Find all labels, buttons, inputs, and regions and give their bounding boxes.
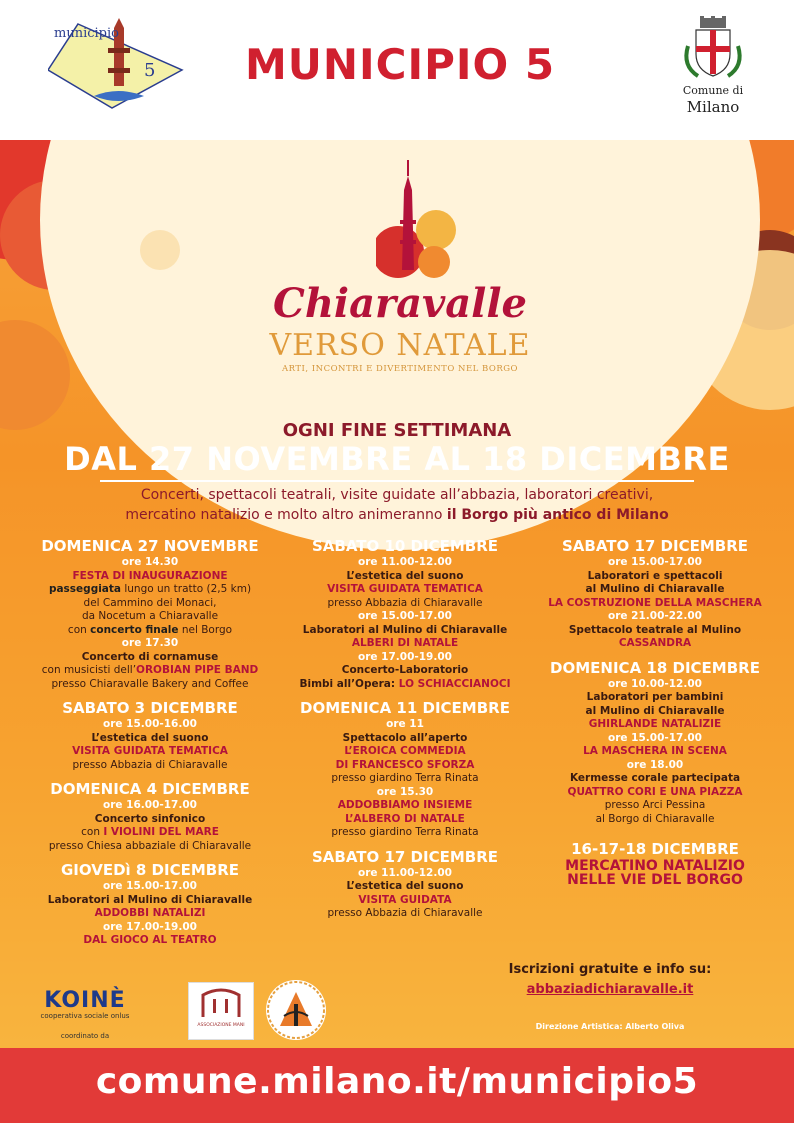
footer — [0, 1048, 794, 1123]
schedule-column-2 — [290, 537, 520, 921]
schedule-column-1 — [30, 537, 270, 948]
event-line — [290, 678, 520, 692]
event-line-highlight: OROBIAN PIPE BAND — [136, 664, 259, 676]
event-line: presso Abbazia di Chiaravalle — [72, 758, 228, 771]
day-heading: DOMENICA 27 NOVEMBRE — [41, 537, 259, 555]
event-title: Kermesse corale partecipata — [569, 772, 741, 784]
event-title: ADDOBBIAMO INSIEME — [337, 799, 473, 811]
milano-crest-icon — [678, 16, 748, 82]
event-time: ore 11.00-12.00 — [358, 556, 452, 568]
associazione-mani-logo — [188, 982, 254, 1040]
event-line: presso Abbazia di Chiaravalle — [327, 596, 483, 609]
event-line: presso Chiaravalle Bakery and Coffee — [51, 677, 249, 690]
event-title: Concerto sinfonico — [94, 812, 206, 825]
day-heading: SABATO 3 DICEMBRE — [62, 699, 238, 717]
event-title: L’EROICA COMMEDIA — [344, 745, 466, 757]
municipio-number: 5 — [144, 60, 156, 81]
event-title: L’ALBERO DI NATALE — [345, 812, 465, 825]
event-time: ore 14.30 — [121, 556, 179, 568]
event-time: ore 18.00 — [626, 758, 684, 771]
atelier-teatro-logo — [266, 980, 326, 1040]
event-line-text: con musicisti dell’ — [41, 664, 137, 676]
event-title: Spettacolo teatrale al Mulino — [568, 623, 742, 636]
event-line: presso Arci Pessina — [604, 799, 706, 811]
intro-text — [60, 485, 734, 525]
event-line-highlight: I VIOLINI DEL MARE — [103, 826, 219, 838]
event-title: LA COSTRUZIONE DELLA MASCHERA — [548, 596, 762, 609]
event-line: presso giardino Terra Rinata — [331, 826, 479, 838]
poster — [0, 140, 794, 1048]
atelier-icon — [266, 980, 326, 1040]
day-heading: DOMENICA 4 DICEMBRE — [50, 780, 250, 798]
mani-icon — [189, 983, 253, 1023]
event-title: Spettacolo all’aperto — [342, 731, 468, 744]
event-line: presso giardino Terra Rinata — [331, 772, 479, 784]
event-line — [30, 664, 270, 678]
event-title: FESTA DI INAUGURAZIONE — [72, 569, 228, 582]
event-title: QUATTRO CORI E UNA PIAZZA — [567, 785, 743, 798]
event-time: ore 11 — [386, 718, 424, 730]
intro-line-2 — [60, 505, 734, 525]
event-title: Laboratori al Mulino di Chiaravalle — [302, 623, 508, 636]
date-range-headline: DAL 27 NOVEMBRE AL 18 DICEMBRE — [64, 440, 730, 478]
event-time: ore 10.00-12.00 — [608, 677, 702, 690]
logo-subtitle: VERSO NATALE — [269, 328, 531, 363]
event-title: Laboratori al Mulino di Chiaravalle — [47, 893, 253, 906]
event-time: ore 15.00-17.00 — [608, 556, 702, 568]
day-heading: DOMENICA 18 DICEMBRE — [550, 658, 760, 677]
koine-name: KOINÈ — [44, 988, 126, 1013]
ogni-fine-settimana: OGNI FINE SETTIMANA — [282, 420, 512, 441]
municipio-word: municipio — [54, 26, 119, 41]
event-time: ore 17.00-19.00 — [103, 920, 197, 933]
event-title: Concerto-Laboratorio — [341, 664, 469, 676]
event-line: al Borgo di Chiaravalle — [595, 812, 715, 825]
event-line: da Nocetum a Chiaravalle — [81, 610, 219, 622]
event-line-bold: concerto finale — [90, 623, 179, 636]
event-line — [30, 624, 270, 638]
event-title: ALBERI DI NATALE — [351, 637, 459, 649]
event-line-text: nel Borgo — [178, 623, 233, 636]
event-line-text: lungo un tratto (2,5 km) — [121, 583, 252, 595]
day-heading: GIOVEDì 8 DICEMBRE — [60, 861, 239, 879]
day-heading: 16-17-18 DICEMBRE — [571, 840, 739, 858]
event-time: ore 15.00-17.00 — [103, 880, 197, 892]
event-title: L’estetica del suono — [346, 569, 464, 582]
event-line: del Cammino dei Monaci, — [83, 596, 217, 609]
event-title: al Mulino di Chiaravalle — [585, 704, 725, 717]
partner-logos — [0, 978, 360, 1046]
event-title: VISITA GUIDATA TEMATICA — [327, 583, 483, 595]
event-time: ore 11.00-12.00 — [358, 866, 452, 879]
page-title: MUNICIPIO 5 — [244, 40, 556, 89]
event-line-highlight: LO SCHIACCIANOCI — [398, 677, 511, 690]
event-title: VISITA GUIDATA — [358, 893, 452, 906]
event-title: al Mulino di Chiaravalle — [585, 583, 725, 595]
event-title: LA MASCHERA IN SCENA — [583, 745, 727, 757]
logo-title: Chiaravalle — [272, 280, 528, 327]
deco-circle — [140, 230, 180, 270]
event-time: ore 16.00-17.00 — [103, 799, 197, 811]
municipio-5-logo — [48, 18, 184, 110]
event-time: ore 21.00-22.00 — [608, 610, 702, 622]
milano-label: Milano — [686, 98, 740, 116]
event-time: ore 15.00-17.00 — [608, 731, 702, 744]
day-heading: SABATO 17 DICEMBRE — [561, 537, 749, 555]
event-line-text: con — [81, 826, 104, 838]
mani-label: ASSOCIAZIONE MANI — [197, 1023, 245, 1028]
event-line: presso Chiesa abbaziale di Chiaravalle — [48, 839, 252, 852]
event-line-bold: Bimbi all’Opera: — [299, 677, 399, 690]
direzione-artistica: Direzione Artistica: Alberto Oliva — [535, 1022, 685, 1031]
comune-label: Comune di — [682, 84, 744, 97]
iscrizioni-text: Iscrizioni gratuite e info su: — [508, 962, 712, 977]
event-title: GHIRLANDE NATALIZIE — [588, 718, 722, 730]
day-heading: SABATO 10 DICEMBRE — [311, 537, 499, 555]
event-title: DI FRANCESCO SFORZA — [335, 758, 475, 771]
event-line — [30, 583, 270, 597]
event-title: Concerto di cornamuse — [81, 650, 219, 663]
intro-line-1: Concerti, spettacoli teatrali, visite guidate all’abbazia, laboratori creativi, — [140, 487, 654, 503]
event-title: L’estetica del suono — [346, 880, 464, 892]
koine-subtitle: cooperativa sociale onlus — [40, 1012, 130, 1020]
event-title: L’estetica del suono — [91, 731, 209, 744]
event-title: Laboratori per bambini — [586, 691, 724, 703]
header — [0, 0, 794, 140]
intro-line-2-text: mercatino natalizio e molto altro animeranno — [125, 507, 447, 523]
event-title: ADDOBBI NATALIZI — [94, 907, 206, 919]
event-time: ore 17.30 — [121, 637, 179, 649]
event-title: MERCATINO NATALIZIO — [565, 858, 745, 874]
schedule-column-3 — [535, 537, 775, 887]
event-title: Laboratori e spettacoli — [587, 569, 723, 582]
event-time: ore 15.30 — [376, 785, 434, 798]
footer-url[interactable]: comune.milano.it/municipio5 — [95, 1061, 699, 1102]
intro-line-2-bold: il Borgo più antico di Milano — [446, 507, 669, 523]
event-time: ore 15.00-16.00 — [103, 718, 197, 730]
event-title: CASSANDRA — [618, 637, 692, 649]
day-heading: SABATO 17 DICEMBRE — [311, 847, 499, 866]
divider — [100, 480, 694, 482]
day-heading: DOMENICA 11 DICEMBRE — [300, 699, 510, 717]
event-time: ore 15.00-17.00 — [358, 610, 452, 622]
event-title: DAL GIOCO AL TEATRO — [83, 934, 217, 946]
logo-tagline: ARTI, INCONTRI E DIVERTIMENTO NEL BORGO — [281, 364, 519, 374]
event-line — [30, 826, 270, 840]
koine-logo — [40, 986, 130, 1046]
event-title: VISITA GUIDATA TEMATICA — [72, 745, 228, 757]
event-line: presso Abbazia di Chiaravalle — [327, 907, 483, 919]
comune-milano-logo — [678, 16, 748, 116]
deco-circle — [0, 320, 70, 430]
event-title: NELLE VIE DEL BORGO — [567, 872, 743, 888]
coordinato-da: coordinato da — [60, 1032, 110, 1040]
info-link[interactable]: abbaziadichiaravalle.it — [526, 982, 694, 997]
event-time: ore 17.00-19.00 — [358, 650, 452, 663]
event-line-bold: passeggiata — [48, 583, 121, 595]
event-line-text: con — [67, 623, 91, 636]
